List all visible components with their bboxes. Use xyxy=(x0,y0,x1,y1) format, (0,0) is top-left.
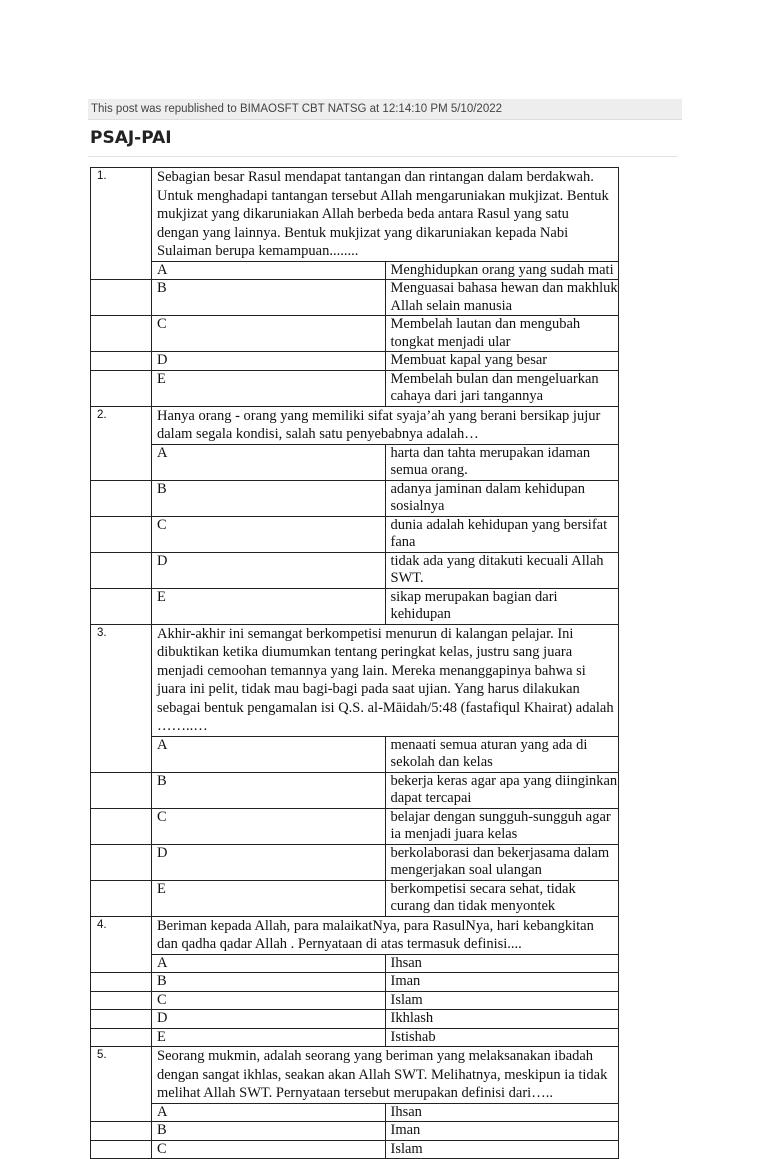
republished-notice: This post was republished to BIMAOSFT CBT NATSG at 12:14:10 PM 5/10/2022 xyxy=(88,99,682,120)
option-letter: E xyxy=(152,370,386,406)
question-row xyxy=(91,916,619,954)
question-number: 3. xyxy=(91,624,152,736)
number-column-spacer xyxy=(91,1103,152,1122)
option-row xyxy=(91,370,619,406)
option-text: bekerja keras agar apa yang diinginkan dapat tercapai xyxy=(385,772,619,808)
question-text: Seorang mukmin, adalah seorang yang beriman yang melaksanakan ibadah dengan sangat ikhlas, seakan akan Allah SWT. Melihatnya, meskipun ia tidak melihat Allah SWT. Pernyataan tersebut merupakan definisi dari….. xyxy=(152,1047,619,1104)
option-row xyxy=(91,736,619,772)
option-row xyxy=(91,954,619,973)
option-row xyxy=(91,880,619,916)
title-divider xyxy=(88,156,678,157)
number-column-spacer xyxy=(91,316,152,352)
question-table xyxy=(90,167,619,1159)
number-column-spacer xyxy=(91,552,152,588)
number-column-spacer xyxy=(91,370,152,406)
option-text: tidak ada yang ditakuti kecuali Allah SWT. xyxy=(385,552,619,588)
option-letter: A xyxy=(152,444,386,480)
number-column-spacer xyxy=(91,808,152,844)
option-row xyxy=(91,352,619,371)
number-column-spacer xyxy=(91,1140,152,1159)
option-text: Iman xyxy=(385,1122,619,1141)
question-row xyxy=(91,168,619,262)
option-row xyxy=(91,1010,619,1029)
option-row xyxy=(91,480,619,516)
number-column-spacer xyxy=(91,516,152,552)
number-column-spacer xyxy=(91,1028,152,1047)
option-row xyxy=(91,280,619,316)
option-row xyxy=(91,552,619,588)
number-column-spacer xyxy=(91,736,152,772)
question-text: Hanya orang - orang yang memiliki sifat syaja’ah yang berani bersikap jujur dalam segala kondisi, salah satu penyebabnya adalah… xyxy=(152,406,619,444)
option-letter: D xyxy=(152,352,386,371)
option-text: adanya jaminan dalam kehidupan sosialnya xyxy=(385,480,619,516)
option-letter: B xyxy=(152,772,386,808)
option-letter: E xyxy=(152,880,386,916)
question-number: 2. xyxy=(91,406,152,444)
option-text: berkompetisi secara sehat, tidak curang dan tidak menyontek xyxy=(385,880,619,916)
option-row xyxy=(91,973,619,992)
option-row xyxy=(91,772,619,808)
option-text: Islam xyxy=(385,1140,619,1159)
number-column-spacer xyxy=(91,352,152,371)
page-title: PSAJ-PAI xyxy=(90,128,172,148)
option-text: Istishab xyxy=(385,1028,619,1047)
option-letter: A xyxy=(152,261,386,280)
option-letter: B xyxy=(152,1122,386,1141)
option-letter: D xyxy=(152,844,386,880)
number-column-spacer xyxy=(91,1122,152,1141)
option-text: Ihsan xyxy=(385,1103,619,1122)
option-row xyxy=(91,1140,619,1159)
option-row xyxy=(91,444,619,480)
option-text: Membuat kapal yang besar xyxy=(385,352,619,371)
option-letter: C xyxy=(152,808,386,844)
number-column-spacer xyxy=(91,880,152,916)
number-column-spacer xyxy=(91,1010,152,1029)
option-row xyxy=(91,516,619,552)
number-column-spacer xyxy=(91,991,152,1010)
option-row xyxy=(91,808,619,844)
number-column-spacer xyxy=(91,480,152,516)
question-row xyxy=(91,1047,619,1104)
option-text: berkolaborasi dan bekerjasama dalam mengerjakan soal ulangan xyxy=(385,844,619,880)
option-text: Ihsan xyxy=(385,954,619,973)
option-text: Islam xyxy=(385,991,619,1010)
question-number: 4. xyxy=(91,916,152,954)
number-column-spacer xyxy=(91,280,152,316)
option-text: Menguasai bahasa hewan dan makhluk Allah selain manusia xyxy=(385,280,619,316)
option-text: Membelah lautan dan mengubah tongkat menjadi ular xyxy=(385,316,619,352)
option-text: Iman xyxy=(385,973,619,992)
option-row xyxy=(91,261,619,280)
question-number: 5. xyxy=(91,1047,152,1104)
number-column-spacer xyxy=(91,844,152,880)
question-row xyxy=(91,406,619,444)
option-text: Ikhlash xyxy=(385,1010,619,1029)
option-letter: C xyxy=(152,1140,386,1159)
option-text: menaati semua aturan yang ada di sekolah dan kelas xyxy=(385,736,619,772)
option-row xyxy=(91,1122,619,1141)
option-text: sikap merupakan bagian dari kehidupan xyxy=(385,588,619,624)
number-column-spacer xyxy=(91,954,152,973)
option-row xyxy=(91,588,619,624)
option-letter: E xyxy=(152,1028,386,1047)
option-letter: D xyxy=(152,552,386,588)
option-letter: A xyxy=(152,736,386,772)
question-text: Akhir-akhir ini semangat berkompetisi menurun di kalangan pelajar. Ini dibuktikan ketika diumumkan tentang peringkat kelas, justru sang juara menjadi cemoohan temannya yang lain. Mereka menanggapinya bahwa si juara ini pelit, tidak mau bagi-bagi pada saat ujian. Yang harus dilakukan sebagai bentuk pengamalan isi Q.S. al-Māidah/5:48 (fastafiqul Khairat) adalah ……..… xyxy=(152,624,619,736)
option-letter: C xyxy=(152,991,386,1010)
option-row xyxy=(91,991,619,1010)
question-text: Sebagian besar Rasul mendapat tantangan dan rintangan dalam berdakwah. Untuk menghadapi tantangan tersebut Allah mengaruniakan mukjizat. Bentuk mukjizat yang dikaruniakan Allah berbeda beda antara Rasul yang satu dengan yang lainnya. Bentuk mukjizat yang dikaruniakan kepada Nabi Sulaiman berupa kemampuan........ xyxy=(152,168,619,262)
number-column-spacer xyxy=(91,973,152,992)
option-letter: B xyxy=(152,973,386,992)
option-row xyxy=(91,844,619,880)
question-text: Beriman kepada Allah, para malaikatNya, para RasulNya, hari kebangkitan dan qadha qadar Allah . Pernyataan di atas termasuk definisi.... xyxy=(152,916,619,954)
question-row xyxy=(91,624,619,736)
option-row xyxy=(91,316,619,352)
option-letter: B xyxy=(152,480,386,516)
option-row xyxy=(91,1103,619,1122)
option-letter: A xyxy=(152,954,386,973)
number-column-spacer xyxy=(91,588,152,624)
option-letter: D xyxy=(152,1010,386,1029)
option-letter: B xyxy=(152,280,386,316)
option-text: belajar dengan sungguh-sungguh agar ia menjadi juara kelas xyxy=(385,808,619,844)
number-column-spacer xyxy=(91,444,152,480)
option-letter: C xyxy=(152,516,386,552)
option-row xyxy=(91,1028,619,1047)
question-number: 1. xyxy=(91,168,152,262)
option-text: Membelah bulan dan mengeluarkan cahaya dari jari tangannya xyxy=(385,370,619,406)
option-text: Menghidupkan orang yang sudah mati xyxy=(385,261,619,280)
number-column-spacer xyxy=(91,261,152,280)
option-text: dunia adalah kehidupan yang bersifat fana xyxy=(385,516,619,552)
number-column-spacer xyxy=(91,772,152,808)
option-letter: A xyxy=(152,1103,386,1122)
option-letter: C xyxy=(152,316,386,352)
option-letter: E xyxy=(152,588,386,624)
option-text: harta dan tahta merupakan idaman semua orang. xyxy=(385,444,619,480)
